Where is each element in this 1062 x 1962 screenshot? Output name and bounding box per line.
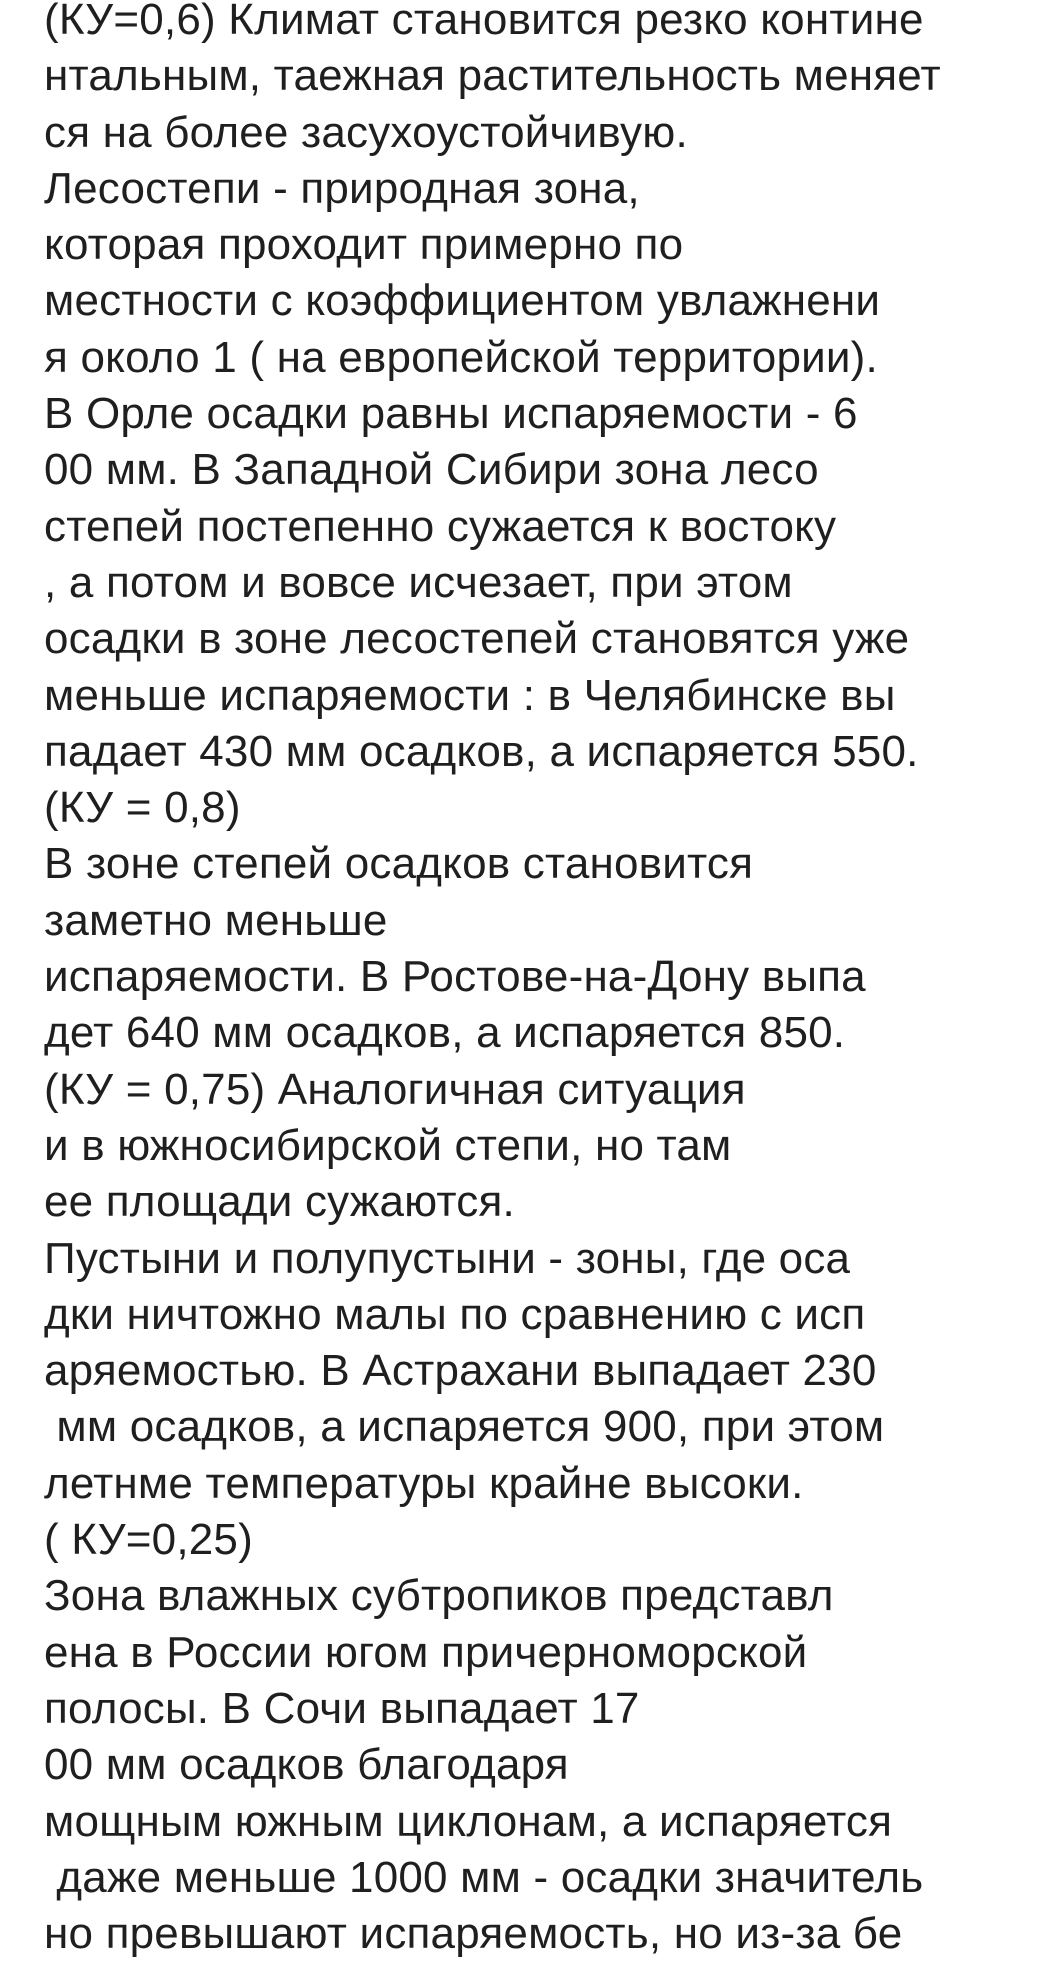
text-line: Пустыни и полупустыни - зоны, где оса: [44, 1233, 851, 1283]
text-line: степей постепенно сужается к востоку: [44, 501, 837, 551]
text-line: ена в России югом причерноморской: [44, 1627, 808, 1677]
text-line: 00 мм. В Западной Сибири зона лесо: [44, 445, 819, 495]
text-line: , а потом и вовсе исчезает, при этом: [44, 557, 793, 607]
text-line: ся на более засухоустойчивую.: [44, 107, 688, 157]
text-line: В зоне степей осадков становится: [44, 839, 754, 889]
text-line: но превышают испаряемость, но из-за бе: [44, 1909, 903, 1959]
text-line: ее площади сужаются.: [44, 1177, 515, 1227]
text-line: мм осадков, а испаряется 900, при этом: [44, 1402, 885, 1452]
text-line: 00 мм осадков благодаря: [44, 1740, 569, 1790]
text-line: аряемостью. В Астрахани выпадает 230: [44, 1346, 877, 1396]
text-line: полосы. В Сочи выпадает 17: [44, 1683, 640, 1733]
text-line: Лесостепи - природная зона,: [44, 163, 640, 213]
text-line: я около 1 ( на европейской территории).: [44, 332, 878, 382]
text-line: местности с коэффициентом увлажнени: [44, 276, 881, 326]
text-line: испаряемости. В Ростове-на-Дону выпа: [44, 952, 866, 1002]
text-line: Зона влажных субтропиков представл: [44, 1571, 834, 1621]
text-line: даже меньше 1000 мм - осадки значитель: [44, 1852, 924, 1902]
text-line: летнме температуры крайне высоки.: [44, 1458, 804, 1508]
text-line: которая проходит примерно по: [44, 220, 684, 270]
text-line: нтальным, таежная растительность меняет: [44, 51, 941, 101]
text-line: (КУ = 0,8): [44, 783, 241, 833]
text-line: и в южносибирской степи, но там: [44, 1120, 732, 1170]
text-line: дки ничтожно малы по сравнению с исп: [44, 1289, 866, 1339]
document-text: [44, 0, 1054, 1962]
text-line: В Орле осадки равны испаряемости - 6: [44, 389, 858, 439]
text-line: осадки в зоне лесостепей становятся уже: [44, 614, 910, 664]
text-line: (КУ = 0,75) Аналогичная ситуация: [44, 1064, 746, 1114]
text-line: (КУ=0,6) Климат становится резко контине: [44, 0, 924, 44]
text-line: падает 430 мм осадков, а испаряется 550.: [44, 726, 919, 776]
text-line: мощным южным циклонам, а испаряется: [44, 1796, 893, 1846]
text-line: ( КУ=0,25): [44, 1515, 253, 1565]
text-line: заметно меньше: [44, 895, 388, 945]
text-line: дет 640 мм осадков, а испаряется 850.: [44, 1008, 846, 1058]
text-line: меньше испаряемости : в Челябинске вы: [44, 670, 896, 720]
